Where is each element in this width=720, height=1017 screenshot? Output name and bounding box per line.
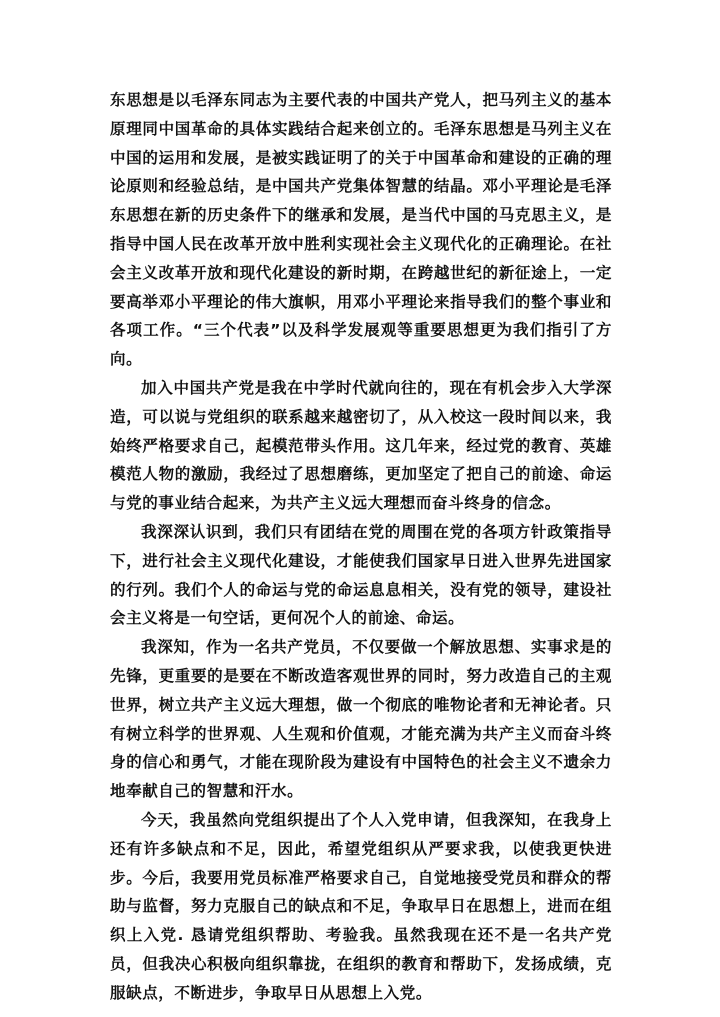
- paragraph-3: 我深深认识到，我们只有团结在党的周围在党的各项方针政策指导下，进行社会主义现代化建设，才能使我们国家早日进入世界先进国家的行列。我们个人的命运与党的命运息息相关，没有党的领导，建设社会主义将是一句空话，更何况个人的前途、命运。: [110, 522, 612, 628]
- paragraph-1: 东思想是以毛泽东同志为主要代表的中国共产党人，把马列主义的基本原理同中国革命的具体实践结合起来创立的。毛泽东思想是马列主义在中国的运用和发展，是被实践证明了的关于中国革命和建设的正确的理论原则和经验总结，是中国共产党集体智慧的结晶。邓小平理论是毛泽东思想在新的历史条件下的继承和发展，是当代中国的马克思主义，是指导中国人民在改革开放中胜利实现社会主义现代化的正确理论。在社会主义改革开放和现代化建设的新时期，在跨越世纪的新征途上，一定要高举邓小平理论的伟大旗帜，用邓小平理论来指导我们的整个事业和各项工作。“三个代表”以及科学发展观等重要思想更为我们指引了方向。: [110, 91, 612, 369]
- paragraph-4: 我深知，作为一名共产党员，不仅要做一个解放思想、实事求是的先锋，更重要的是要在不断改造客观世界的同时，努力改造自己的主观世界，树立共产主义远大理想，做一个彻底的唯物论者和无神论者。只有树立科学的世界观、人生观和价值观，才能充满为共产主义而奋斗终身的信心和勇气，才能在现阶段为建设有中国特色的社会主义不遗余力地奉献自己的智慧和汗水。: [110, 638, 612, 801]
- paragraph-2: 加入中国共产党是我在中学时代就向往的，现在有机会步入大学深造，可以说与党组织的联系越来越密切了，从入校这一段时间以来，我始终严格要求自己，起模范带头作用。这几年来，经过党的教育、英雄模范人物的激励，我经过了思想磨练，更加坚定了把自己的前途、命运与党的事业结合起来，为共产主义远大理想而奋斗终身的信念。: [110, 378, 612, 513]
- paragraph-5: 今天，我虽然向党组织提出了个人入党申请，但我深知，在我身上还有许多缺点和不足，因此，希望党组织从严要求我，以使我更快进步。今后，我要用党员标准严格要求自己，自觉地接受党员和群众的帮助与监督，努力克服自己的缺点和不足，争取早日在思想上，进而在组织上入党. 恳请党组织帮助、考验我。虽然我现在还不是一名共产党员，但我决心积极向组织靠拢，在组织的教育和帮助下，发扬成绩，克服缺点，不断进步，争取早日从思想上入党。: [110, 810, 612, 1002]
- document-body: [110, 86, 612, 1008]
